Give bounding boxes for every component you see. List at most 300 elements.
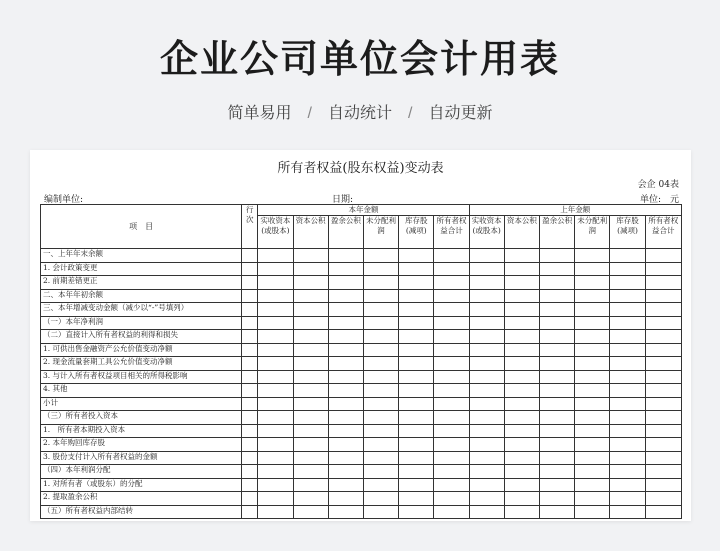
equity-table	[40, 204, 682, 519]
value-cell[interactable]	[434, 505, 469, 519]
value-cell[interactable]	[328, 262, 363, 276]
value-cell[interactable]	[258, 384, 293, 398]
value-cell[interactable]	[328, 478, 363, 492]
table-row	[41, 438, 682, 452]
value-cell[interactable]	[258, 249, 293, 263]
table-row	[41, 370, 682, 384]
value-cell[interactable]	[399, 276, 434, 290]
value-cell[interactable]	[504, 370, 539, 384]
value-cell[interactable]	[645, 451, 681, 465]
value-cell[interactable]	[610, 397, 645, 411]
line-number-cell[interactable]	[242, 303, 258, 317]
value-cell[interactable]	[539, 505, 574, 519]
value-cell[interactable]	[539, 384, 574, 398]
value-cell[interactable]	[399, 249, 434, 263]
value-cell[interactable]	[258, 424, 293, 438]
value-cell[interactable]	[539, 303, 574, 317]
value-cell[interactable]	[328, 330, 363, 344]
value-cell[interactable]	[258, 438, 293, 452]
value-cell[interactable]	[469, 492, 504, 506]
column-header: 所有者权益合计	[645, 216, 681, 249]
value-cell[interactable]	[504, 276, 539, 290]
line-number-cell[interactable]	[242, 262, 258, 276]
value-cell[interactable]	[575, 384, 610, 398]
value-cell[interactable]	[293, 384, 328, 398]
value-cell[interactable]	[258, 478, 293, 492]
current-year-header: 本年金额	[258, 205, 469, 216]
value-cell[interactable]	[434, 411, 469, 425]
value-cell[interactable]	[328, 438, 363, 452]
value-cell[interactable]	[434, 451, 469, 465]
row-label: 2. 现金流量套期工具公允价值变动净额	[41, 357, 242, 371]
value-cell[interactable]	[293, 330, 328, 344]
value-cell[interactable]	[645, 438, 681, 452]
value-cell[interactable]	[363, 357, 398, 371]
value-cell[interactable]	[399, 465, 434, 479]
value-cell[interactable]	[258, 276, 293, 290]
value-cell[interactable]	[293, 276, 328, 290]
value-cell[interactable]	[434, 249, 469, 263]
value-cell[interactable]	[575, 397, 610, 411]
value-cell[interactable]	[610, 505, 645, 519]
value-cell[interactable]	[293, 249, 328, 263]
value-cell[interactable]	[469, 370, 504, 384]
value-cell[interactable]	[328, 451, 363, 465]
value-cell[interactable]	[539, 451, 574, 465]
value-cell[interactable]	[575, 424, 610, 438]
value-cell[interactable]	[258, 451, 293, 465]
table-row	[41, 289, 682, 303]
line-number-cell[interactable]	[242, 478, 258, 492]
value-cell[interactable]	[539, 316, 574, 330]
value-cell[interactable]	[363, 276, 398, 290]
value-cell[interactable]	[575, 249, 610, 263]
value-cell[interactable]	[434, 316, 469, 330]
value-cell[interactable]	[504, 424, 539, 438]
value-cell[interactable]	[645, 424, 681, 438]
value-cell[interactable]	[363, 316, 398, 330]
value-cell[interactable]	[434, 357, 469, 371]
value-cell[interactable]	[469, 343, 504, 357]
value-cell[interactable]	[469, 262, 504, 276]
value-cell[interactable]	[469, 289, 504, 303]
value-cell[interactable]	[469, 424, 504, 438]
value-cell[interactable]	[504, 465, 539, 479]
value-cell[interactable]	[293, 451, 328, 465]
column-header: 实收资本(或股本)	[469, 216, 504, 249]
value-cell[interactable]	[469, 411, 504, 425]
value-cell[interactable]	[610, 411, 645, 425]
line-number-cell[interactable]	[242, 505, 258, 519]
value-cell[interactable]	[610, 492, 645, 506]
value-cell[interactable]	[363, 424, 398, 438]
value-cell[interactable]	[293, 370, 328, 384]
value-cell[interactable]	[328, 384, 363, 398]
value-cell[interactable]	[258, 411, 293, 425]
value-cell[interactable]	[434, 262, 469, 276]
value-cell[interactable]	[328, 303, 363, 317]
value-cell[interactable]	[539, 276, 574, 290]
value-cell[interactable]	[469, 465, 504, 479]
value-cell[interactable]	[575, 303, 610, 317]
value-cell[interactable]	[434, 478, 469, 492]
value-cell[interactable]	[610, 370, 645, 384]
value-cell[interactable]	[434, 465, 469, 479]
value-cell[interactable]	[399, 303, 434, 317]
value-cell[interactable]	[645, 343, 681, 357]
value-cell[interactable]	[293, 289, 328, 303]
value-cell[interactable]	[258, 357, 293, 371]
value-cell[interactable]	[363, 505, 398, 519]
value-cell[interactable]	[645, 478, 681, 492]
value-cell[interactable]	[539, 262, 574, 276]
value-cell[interactable]	[469, 397, 504, 411]
value-cell[interactable]	[399, 343, 434, 357]
value-cell[interactable]	[434, 276, 469, 290]
value-cell[interactable]	[434, 303, 469, 317]
value-cell[interactable]	[504, 451, 539, 465]
value-cell[interactable]	[610, 330, 645, 344]
line-number-cell[interactable]	[242, 492, 258, 506]
value-cell[interactable]	[539, 438, 574, 452]
row-label: （一）本年净利润	[41, 316, 242, 330]
value-cell[interactable]	[575, 276, 610, 290]
value-cell[interactable]	[504, 411, 539, 425]
value-cell[interactable]	[645, 330, 681, 344]
value-cell[interactable]	[328, 370, 363, 384]
value-cell[interactable]	[293, 303, 328, 317]
date-label: 日期:	[332, 195, 354, 205]
line-number-cell[interactable]	[242, 465, 258, 479]
value-cell[interactable]	[363, 397, 398, 411]
table-row	[41, 451, 682, 465]
column-header: 未分配利润	[575, 216, 610, 249]
value-cell[interactable]	[610, 303, 645, 317]
value-cell[interactable]	[539, 357, 574, 371]
value-cell[interactable]	[293, 478, 328, 492]
value-cell[interactable]	[399, 316, 434, 330]
value-cell[interactable]	[539, 249, 574, 263]
row-label: 3. 股份支付计入所有者权益的金额	[41, 451, 242, 465]
row-label: 三、本年增减变动金额（减少以“-”号填列）	[41, 303, 242, 317]
value-cell[interactable]	[610, 262, 645, 276]
value-cell[interactable]	[399, 397, 434, 411]
value-cell[interactable]	[469, 276, 504, 290]
value-cell[interactable]	[645, 370, 681, 384]
value-cell[interactable]	[504, 505, 539, 519]
value-cell[interactable]	[504, 316, 539, 330]
row-label: （四）本年利润分配	[41, 465, 242, 479]
value-cell[interactable]	[399, 384, 434, 398]
value-cell[interactable]	[363, 384, 398, 398]
value-cell[interactable]	[610, 465, 645, 479]
value-cell[interactable]	[645, 262, 681, 276]
column-header: 实收资本(或股本)	[258, 216, 293, 249]
value-cell[interactable]	[328, 424, 363, 438]
value-cell[interactable]	[399, 424, 434, 438]
row-label: 4. 其他	[41, 384, 242, 398]
value-cell[interactable]	[504, 492, 539, 506]
value-cell[interactable]	[258, 492, 293, 506]
value-cell[interactable]	[293, 424, 328, 438]
value-cell[interactable]	[434, 424, 469, 438]
value-cell[interactable]	[504, 438, 539, 452]
value-cell[interactable]	[645, 357, 681, 371]
value-cell[interactable]	[504, 397, 539, 411]
value-cell[interactable]	[399, 451, 434, 465]
value-cell[interactable]	[258, 262, 293, 276]
row-label: （三）所有者投入资本	[41, 411, 242, 425]
row-label: 小计	[41, 397, 242, 411]
value-cell[interactable]	[504, 343, 539, 357]
value-cell[interactable]	[469, 316, 504, 330]
value-cell[interactable]	[328, 492, 363, 506]
value-cell[interactable]	[434, 343, 469, 357]
value-cell[interactable]	[575, 411, 610, 425]
value-cell[interactable]	[469, 478, 504, 492]
value-cell[interactable]	[539, 397, 574, 411]
value-cell[interactable]	[575, 262, 610, 276]
value-cell[interactable]	[504, 357, 539, 371]
value-cell[interactable]	[469, 384, 504, 398]
value-cell[interactable]	[399, 330, 434, 344]
value-cell[interactable]	[645, 411, 681, 425]
value-cell[interactable]	[363, 478, 398, 492]
value-cell[interactable]	[363, 492, 398, 506]
value-cell[interactable]	[575, 492, 610, 506]
table-row	[41, 262, 682, 276]
value-cell[interactable]	[469, 438, 504, 452]
line-number-cell[interactable]	[242, 411, 258, 425]
value-cell[interactable]	[645, 465, 681, 479]
table-row	[41, 397, 682, 411]
value-cell[interactable]	[575, 370, 610, 384]
value-cell[interactable]	[469, 451, 504, 465]
column-header: 盈余公积	[328, 216, 363, 249]
value-cell[interactable]	[645, 397, 681, 411]
value-cell[interactable]	[363, 303, 398, 317]
value-cell[interactable]	[504, 262, 539, 276]
value-cell[interactable]	[399, 370, 434, 384]
row-label: 1. 所有者本期投入资本	[41, 424, 242, 438]
value-cell[interactable]	[363, 465, 398, 479]
value-cell[interactable]	[258, 343, 293, 357]
row-label: （五）所有者权益内部结转	[41, 505, 242, 519]
value-cell[interactable]	[575, 438, 610, 452]
value-cell[interactable]	[328, 276, 363, 290]
value-cell[interactable]	[293, 492, 328, 506]
value-cell[interactable]	[539, 370, 574, 384]
value-cell[interactable]	[363, 370, 398, 384]
value-cell[interactable]	[575, 357, 610, 371]
line-number-cell[interactable]	[242, 343, 258, 357]
value-cell[interactable]	[328, 316, 363, 330]
value-cell[interactable]	[645, 505, 681, 519]
value-cell[interactable]	[610, 289, 645, 303]
value-cell[interactable]	[399, 357, 434, 371]
value-cell[interactable]	[363, 289, 398, 303]
value-cell[interactable]	[539, 424, 574, 438]
value-cell[interactable]	[258, 397, 293, 411]
value-cell[interactable]	[645, 316, 681, 330]
value-cell[interactable]	[293, 357, 328, 371]
value-cell[interactable]	[434, 330, 469, 344]
value-cell[interactable]	[504, 478, 539, 492]
value-cell[interactable]	[328, 465, 363, 479]
value-cell[interactable]	[434, 384, 469, 398]
value-cell[interactable]	[293, 465, 328, 479]
value-cell[interactable]	[504, 249, 539, 263]
value-cell[interactable]	[399, 438, 434, 452]
value-cell[interactable]	[293, 397, 328, 411]
value-cell[interactable]	[328, 249, 363, 263]
value-cell[interactable]	[575, 343, 610, 357]
row-label: 一、上年年末余额	[41, 249, 242, 263]
line-number-cell[interactable]	[242, 370, 258, 384]
value-cell[interactable]	[258, 289, 293, 303]
table-row	[41, 276, 682, 290]
table-row	[41, 424, 682, 438]
value-cell[interactable]	[434, 370, 469, 384]
value-cell[interactable]	[399, 478, 434, 492]
line-number-cell[interactable]	[242, 397, 258, 411]
tag-separator: /	[408, 105, 413, 122]
value-cell[interactable]	[469, 357, 504, 371]
value-cell[interactable]	[399, 492, 434, 506]
value-cell[interactable]	[328, 289, 363, 303]
value-cell[interactable]	[575, 330, 610, 344]
value-cell[interactable]	[363, 262, 398, 276]
value-cell[interactable]	[575, 289, 610, 303]
table-row	[41, 465, 682, 479]
value-cell[interactable]	[258, 465, 293, 479]
value-cell[interactable]	[363, 330, 398, 344]
value-cell[interactable]	[293, 438, 328, 452]
value-cell[interactable]	[645, 289, 681, 303]
line-number-cell[interactable]	[242, 276, 258, 290]
value-cell[interactable]	[504, 289, 539, 303]
column-header: 库存股(减项)	[399, 216, 434, 249]
value-cell[interactable]	[539, 411, 574, 425]
value-cell[interactable]	[504, 384, 539, 398]
value-cell[interactable]	[469, 505, 504, 519]
value-cell[interactable]	[469, 303, 504, 317]
line-number-cell[interactable]	[242, 316, 258, 330]
value-cell[interactable]	[293, 343, 328, 357]
value-cell[interactable]	[539, 492, 574, 506]
value-cell[interactable]	[399, 262, 434, 276]
value-cell[interactable]	[434, 492, 469, 506]
value-cell[interactable]	[575, 505, 610, 519]
column-header: 资本公积	[504, 216, 539, 249]
value-cell[interactable]	[469, 330, 504, 344]
value-cell[interactable]	[293, 411, 328, 425]
row-label: 2. 本年购回库存股	[41, 438, 242, 452]
value-cell[interactable]	[539, 289, 574, 303]
line-number-cell[interactable]	[242, 384, 258, 398]
unit-label: 编制单位:	[44, 195, 84, 205]
column-header: 所有者权益合计	[434, 216, 469, 249]
value-cell[interactable]	[610, 316, 645, 330]
line-number-cell[interactable]	[242, 357, 258, 371]
value-cell[interactable]	[610, 357, 645, 371]
value-cell[interactable]	[434, 397, 469, 411]
value-cell[interactable]	[575, 316, 610, 330]
value-cell[interactable]	[328, 397, 363, 411]
value-cell[interactable]	[610, 249, 645, 263]
column-header: 未分配利润	[363, 216, 398, 249]
value-cell[interactable]	[645, 276, 681, 290]
value-cell[interactable]	[399, 411, 434, 425]
line-number-cell[interactable]	[242, 438, 258, 452]
value-cell[interactable]	[539, 465, 574, 479]
value-cell[interactable]	[399, 289, 434, 303]
line-number-cell[interactable]	[242, 451, 258, 465]
value-cell[interactable]	[258, 330, 293, 344]
value-cell[interactable]	[399, 505, 434, 519]
value-cell[interactable]	[363, 438, 398, 452]
value-cell[interactable]	[258, 316, 293, 330]
value-cell[interactable]	[645, 249, 681, 263]
value-cell[interactable]	[610, 343, 645, 357]
value-cell[interactable]	[610, 451, 645, 465]
row-label: 1. 可供出售金融资产公允价值变动净额	[41, 343, 242, 357]
value-cell[interactable]	[293, 505, 328, 519]
value-cell[interactable]	[258, 370, 293, 384]
value-cell[interactable]	[610, 424, 645, 438]
value-cell[interactable]	[645, 384, 681, 398]
value-cell[interactable]	[610, 478, 645, 492]
item-header: 项 目	[41, 205, 242, 249]
line-number-cell[interactable]	[242, 424, 258, 438]
value-cell[interactable]	[363, 343, 398, 357]
value-cell[interactable]	[575, 451, 610, 465]
value-cell[interactable]	[328, 505, 363, 519]
value-cell[interactable]	[504, 330, 539, 344]
value-cell[interactable]	[434, 289, 469, 303]
value-cell[interactable]	[434, 438, 469, 452]
line-number-cell[interactable]	[242, 289, 258, 303]
value-cell[interactable]	[610, 384, 645, 398]
column-header: 库存股(减项)	[610, 216, 645, 249]
value-cell[interactable]	[645, 303, 681, 317]
line-number-cell[interactable]	[242, 330, 258, 344]
value-cell[interactable]	[328, 411, 363, 425]
value-cell[interactable]	[293, 262, 328, 276]
value-cell[interactable]	[610, 276, 645, 290]
value-cell[interactable]	[539, 478, 574, 492]
value-cell[interactable]	[610, 438, 645, 452]
value-cell[interactable]	[575, 465, 610, 479]
value-cell[interactable]	[575, 478, 610, 492]
line-header: 行次	[242, 205, 258, 249]
value-cell[interactable]	[363, 249, 398, 263]
value-cell[interactable]	[504, 303, 539, 317]
value-cell[interactable]	[363, 451, 398, 465]
line-number-cell[interactable]	[242, 249, 258, 263]
value-cell[interactable]	[469, 249, 504, 263]
value-cell[interactable]	[645, 492, 681, 506]
page-title: 企业公司单位会计用表	[159, 39, 560, 81]
value-cell[interactable]	[328, 357, 363, 371]
value-cell[interactable]	[258, 303, 293, 317]
value-cell[interactable]	[539, 330, 574, 344]
value-cell[interactable]	[293, 316, 328, 330]
value-cell[interactable]	[328, 343, 363, 357]
value-cell[interactable]	[363, 411, 398, 425]
value-cell[interactable]	[258, 505, 293, 519]
value-cell[interactable]	[539, 343, 574, 357]
